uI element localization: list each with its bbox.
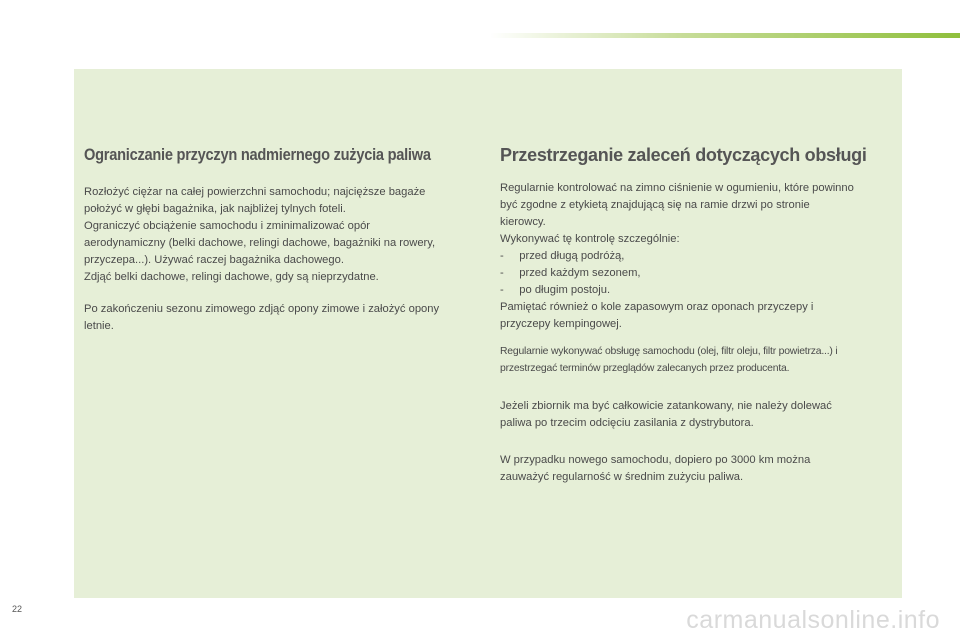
content-panel bbox=[74, 69, 902, 598]
text-line: przestrzegać terminów przeglądów zalecanych przez producenta. bbox=[500, 363, 790, 374]
list-item: - przed długą podróżą, bbox=[500, 250, 625, 262]
text-line: aerodynamiczny (belki dachowe, relingi dachowe, bagażniki na rowery, bbox=[84, 237, 436, 249]
page-number: 22 bbox=[12, 604, 23, 614]
text-line: zauważyć regularność w średnim zużyciu paliwa. bbox=[500, 471, 744, 483]
text-line: Regularnie wykonywać obsługę samochodu (olej, filtr oleju, filtr powietrza...) i bbox=[500, 346, 838, 357]
right-paragraph-3 bbox=[500, 398, 900, 432]
watermark: carmanualsonline.info bbox=[686, 606, 940, 634]
right-paragraph-4 bbox=[500, 452, 900, 486]
list-item: - po długim postoju. bbox=[500, 284, 611, 296]
text-line: paliwa po trzecim odcięciu zasilania z dystrybutora. bbox=[500, 417, 754, 429]
left-paragraph-1 bbox=[84, 184, 484, 286]
text-line: Ograniczyć obciążenie samochodu i zminimalizować opór bbox=[84, 220, 371, 232]
text-line: kierowcy. bbox=[500, 216, 546, 228]
text-line: być zgodne z etykietą znajdującą się na ramie drzwi po stronie bbox=[500, 199, 810, 211]
text-line: Pamiętać również o kole zapasowym oraz oponach przyczepy i bbox=[500, 301, 814, 313]
text-line: Po zakończeniu sezonu zimowego zdjąć opony zimowe i założyć opony bbox=[84, 303, 440, 315]
left-heading: Ograniczanie przyczyn nadmiernego zużycia paliwa bbox=[84, 145, 431, 164]
text-line: przyczepa...). Używać raczej bagażnika dachowego. bbox=[84, 254, 344, 266]
text-line: Rozłożyć ciężar na całej powierzchni samochodu; najcięższe bagaże bbox=[84, 186, 426, 198]
text-line: Jeżeli zbiornik ma być całkowicie zatankowany, nie należy dolewać bbox=[500, 400, 832, 412]
text-line: położyć w głębi bagażnika, jak najbliżej tylnych foteli. bbox=[84, 203, 346, 215]
text-line: przyczepy kempingowej. bbox=[500, 318, 622, 330]
right-paragraph-2 bbox=[500, 343, 900, 377]
right-paragraph-1 bbox=[500, 180, 900, 333]
left-paragraph-2 bbox=[84, 301, 484, 335]
top-accent-bar bbox=[490, 33, 960, 38]
list-item: - przed każdym sezonem, bbox=[500, 267, 641, 279]
text-line: letnie. bbox=[84, 320, 114, 332]
text-line: Regularnie kontrolować na zimno ciśnienie w ogumieniu, które powinno bbox=[500, 182, 854, 194]
text-line: Wykonywać tę kontrolę szczególnie: bbox=[500, 233, 680, 245]
text-line: Zdjąć belki dachowe, relingi dachowe, gdy są nieprzydatne. bbox=[84, 271, 379, 283]
text-line: W przypadku nowego samochodu, dopiero po 3000 km można bbox=[500, 454, 811, 466]
right-heading: Przestrzeganie zaleceń dotyczących obsługi bbox=[500, 145, 867, 165]
